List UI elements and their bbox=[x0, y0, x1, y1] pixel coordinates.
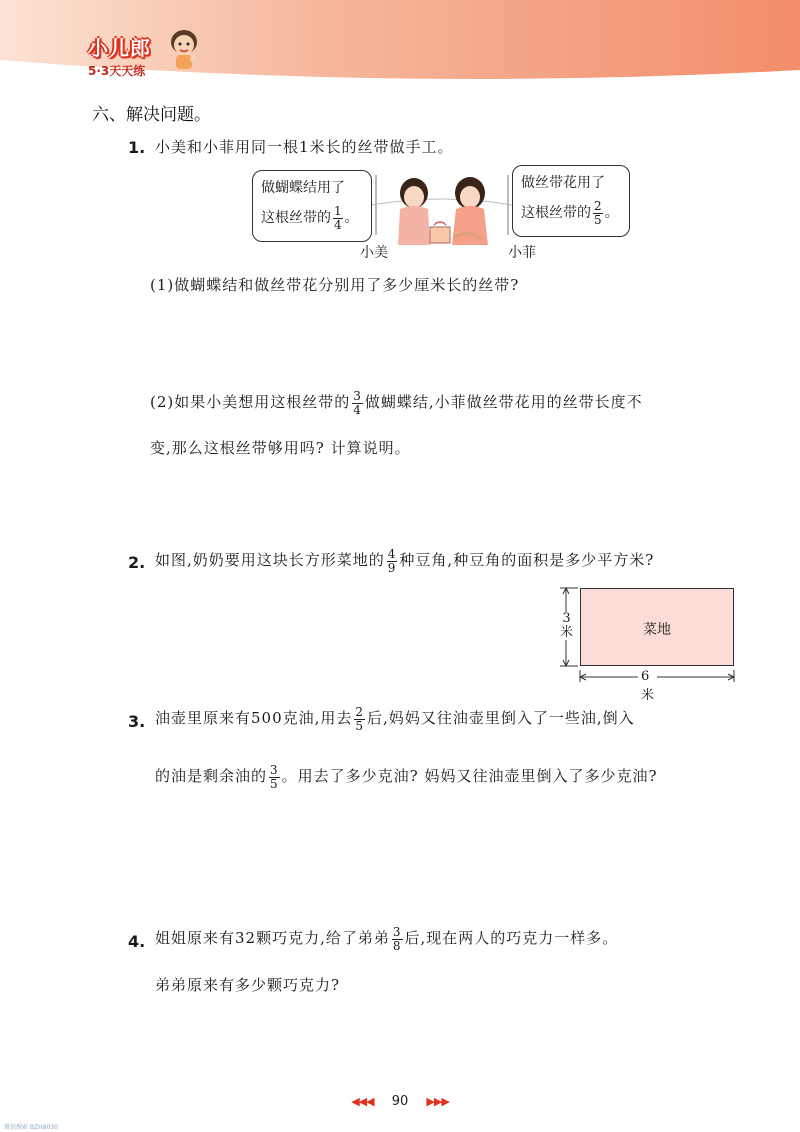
page-footer bbox=[0, 1094, 800, 1109]
fraction: $\frac{2}{5}$ bbox=[355, 704, 365, 733]
next-arrows-icon: ▶▶▶ bbox=[426, 1095, 449, 1108]
fraction: $\frac{2}{5}$ bbox=[594, 198, 602, 227]
q1-sub2-line2: 变,那么这根丝带够用吗? 计算说明。 bbox=[150, 439, 411, 457]
fraction: $\frac{1}{4}$ bbox=[334, 203, 342, 232]
watermark: 微信搜索 BZH8030 bbox=[4, 1124, 58, 1131]
q4-line2: 弟弟原来有多少颗巧克力? bbox=[155, 976, 341, 994]
name-xiaomei: 小美 bbox=[360, 245, 388, 261]
bubble-left-line1: 做蝴蝶结用了 bbox=[261, 180, 345, 196]
fraction: $\frac{4}{9}$ bbox=[387, 546, 397, 575]
prev-arrows-icon: ◀◀◀ bbox=[351, 1095, 374, 1108]
q3-line2: 的油是剩余油的 $\frac{3}{5}$ 。用去了多少克油? 妈妈又往油壶里倒入了多少克油? bbox=[155, 762, 658, 791]
brand-name: 小儿郎 bbox=[88, 36, 151, 60]
q3-line1: 油壶里原来有500克油,用去 $\frac{2}{5}$ 后,妈妈又往油壶里倒入了一些油,倒入 bbox=[155, 704, 635, 733]
width-label: 6 米 bbox=[638, 669, 657, 703]
q1-number: 1. bbox=[128, 138, 146, 157]
series-name: 5·3天天练 bbox=[88, 64, 146, 78]
bubble-left bbox=[252, 170, 372, 242]
q1-text: 小美和小菲用同一根1米长的丝带做手工。 bbox=[155, 138, 454, 156]
page-number: 90 bbox=[391, 1094, 409, 1109]
section-title: 六、解决问题。 bbox=[92, 105, 211, 125]
brand-logo bbox=[88, 32, 151, 79]
q2-text: 如图,奶奶要用这块长方形菜地的 $\frac{4}{9}$ 种豆角,种豆角的面积是多少平方米? bbox=[155, 546, 655, 575]
mascot-icon bbox=[168, 28, 200, 76]
q4-line1: 姐姐原来有32颗巧克力,给了弟弟 $\frac{3}{8}$ 后,现在两人的巧克力一样多。 bbox=[155, 924, 619, 953]
vegetable-field bbox=[580, 588, 734, 666]
q2-number: 2. bbox=[128, 553, 146, 572]
height-label: 3米 bbox=[560, 611, 574, 640]
bubble-left-line2: 这根丝带的 $\frac{1}{4}$ 。 bbox=[261, 203, 359, 232]
field-label: 菜地 bbox=[643, 622, 671, 638]
bubble-right-line2: 这根丝带的 $\frac{2}{5}$ 。 bbox=[521, 198, 619, 227]
fraction: $\frac{3}{8}$ bbox=[392, 924, 402, 953]
fraction: $\frac{3}{5}$ bbox=[270, 762, 279, 791]
fraction: $\frac{3}{4}$ bbox=[353, 388, 362, 417]
q1-sub1: (1)做蝴蝶结和做丝带花分别用了多少厘米长的丝带? bbox=[150, 276, 520, 294]
q1-sub2-line1: (2)如果小美想用这根丝带的 $\frac{3}{4}$ 做蝴蝶结,小菲做丝带花用的丝带长度不 bbox=[150, 388, 643, 417]
q3-number: 3. bbox=[128, 712, 146, 731]
name-xiaofei: 小菲 bbox=[508, 245, 536, 261]
girls-illustration bbox=[372, 165, 512, 251]
bubble-right bbox=[512, 165, 630, 237]
q4-number: 4. bbox=[128, 932, 146, 951]
bubble-right-line1: 做丝带花用了 bbox=[521, 175, 605, 191]
